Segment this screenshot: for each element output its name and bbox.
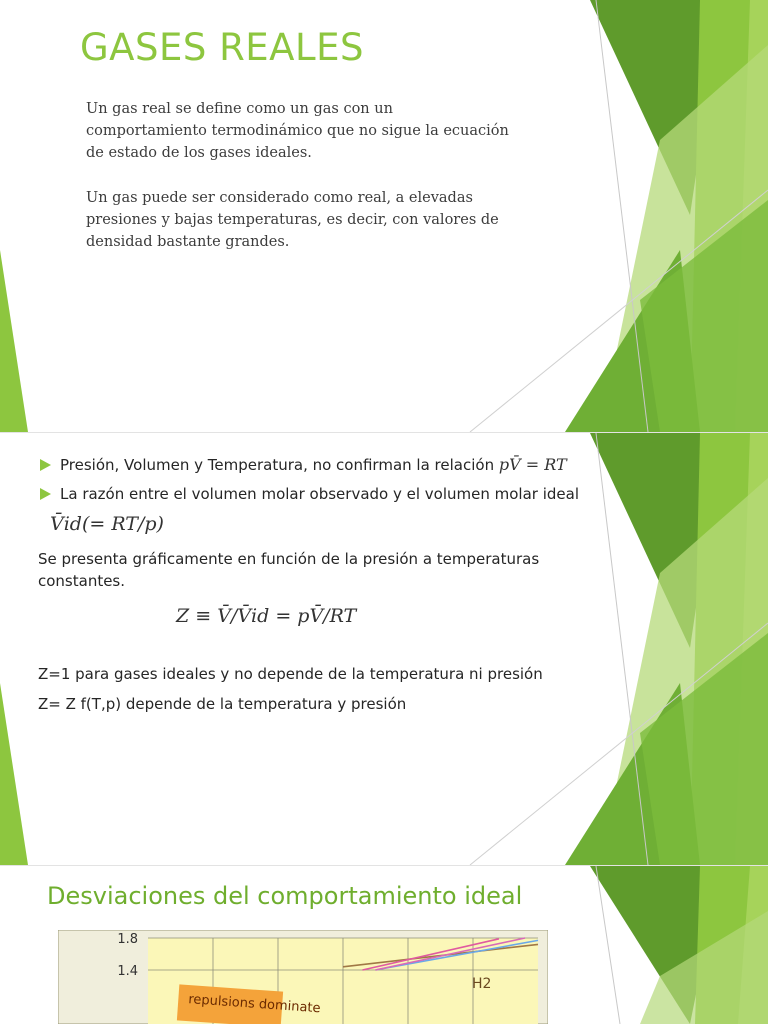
graph-description: Se presenta gráficamente en función de la presión a temperaturas constantes. <box>38 550 540 590</box>
slide-3 <box>0 866 768 1024</box>
bullet-arrow-icon <box>40 488 51 500</box>
bullet-pvt <box>40 455 567 474</box>
conditions-paragraph: Un gas puede ser considerado como real, a elevadas presiones y bajas temperaturas, es decir, con valores de densidad bastante grandes. <box>86 190 499 250</box>
z-ideal-line: Z=1 para gases ideales y no depende de la temperatura ni presión <box>38 665 543 683</box>
compressibility-chart <box>58 930 548 1024</box>
slide-1 <box>0 0 768 432</box>
bullet-pvt-text: Presión, Volumen y Temperatura, no confirman la relación <box>60 456 495 474</box>
definition-paragraph: Un gas real se define como un gas con un comportamiento termodinámico que no sigue la ecuación de estado de los gases ideales. <box>86 101 509 161</box>
z-formula: Z ≡ V̄/V̄id = pV̄/RT <box>176 605 357 627</box>
annotation-repulsions: repulsions dominate <box>187 992 321 1017</box>
bullet-molar-ratio-text: La razón entre el volumen molar observado y el volumen molar ideal <box>60 485 580 503</box>
bullet-molar-ratio <box>40 485 579 503</box>
slide-2 <box>0 433 768 865</box>
slide-title: GASES REALES <box>80 26 364 69</box>
y-tick-label: 1.8 <box>117 932 138 947</box>
slide-3-title: Desviaciones del comportamiento ideal <box>47 882 523 910</box>
bullet-arrow-icon <box>40 459 51 471</box>
vid-formula: V̄id(= RT/p) <box>50 513 164 535</box>
y-tick-label: 1.4 <box>117 964 138 979</box>
annotation-h2: H2 <box>472 976 492 992</box>
z-function-line: Z= Z f(T,p) depende de la temperatura y presión <box>38 695 407 713</box>
pv-rt-equation: pV̄ = RT <box>498 455 567 474</box>
